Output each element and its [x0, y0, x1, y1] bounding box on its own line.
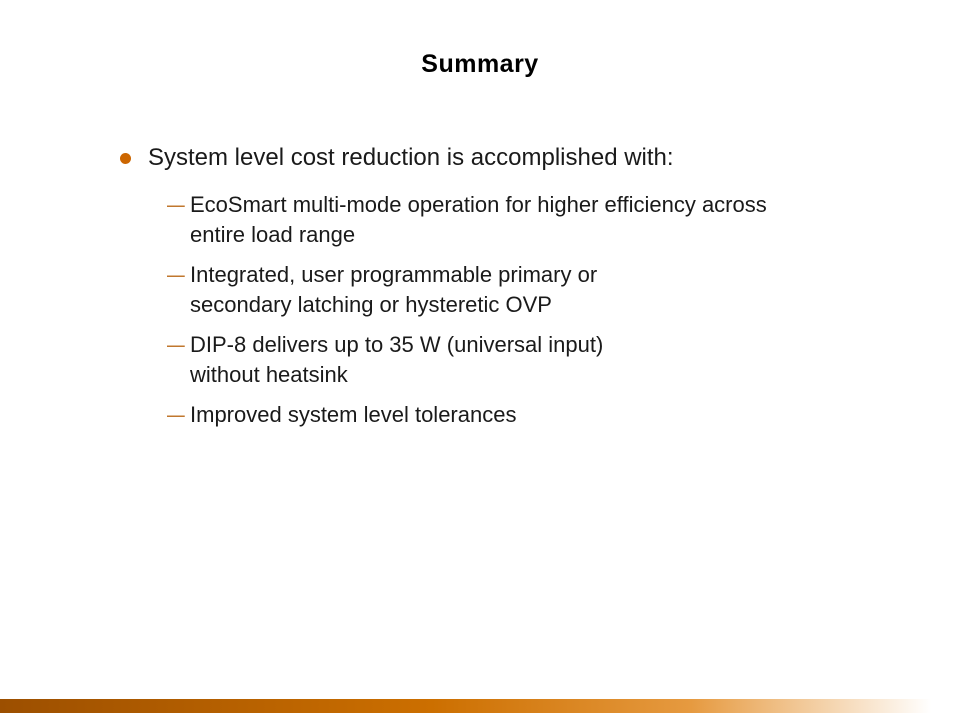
- sub-bullet-text: [190, 330, 603, 390]
- sub-bullet-list: [167, 190, 767, 440]
- main-bullet-text: System level cost reduction is accomplished with:: [148, 144, 674, 171]
- sub-bullet-item: [167, 330, 767, 390]
- sub-bullet-line: Integrated, user programmable primary or: [190, 262, 598, 287]
- sub-bullet-line: EcoSmart multi-mode operation for higher efficiency across: [190, 192, 767, 217]
- sub-bullet-item: [167, 400, 767, 430]
- dash-icon: –: [167, 262, 185, 287]
- sub-bullet-item: [167, 190, 767, 250]
- sub-bullet-line: without heatsink: [190, 362, 348, 387]
- sub-bullet-line: DIP-8 delivers up to 35 W (universal input): [190, 332, 604, 357]
- bullet-dot-icon: [120, 153, 131, 164]
- slide-title: Summary: [421, 50, 539, 78]
- sub-bullet-line: Improved system level tolerances: [190, 402, 517, 427]
- sub-bullet-text: [190, 260, 597, 320]
- dash-icon: –: [167, 402, 185, 427]
- bottom-gradient-bar: [0, 699, 960, 713]
- dash-icon: –: [167, 192, 185, 217]
- sub-bullet-text: [190, 190, 767, 250]
- sub-bullet-text: [190, 400, 516, 430]
- sub-bullet-item: [167, 260, 767, 320]
- sub-bullet-line: entire load range: [190, 222, 356, 247]
- sub-bullet-line: secondary latching or hysteretic OVP: [190, 292, 552, 317]
- main-bullet-item: [120, 143, 674, 173]
- dash-icon: –: [167, 332, 185, 357]
